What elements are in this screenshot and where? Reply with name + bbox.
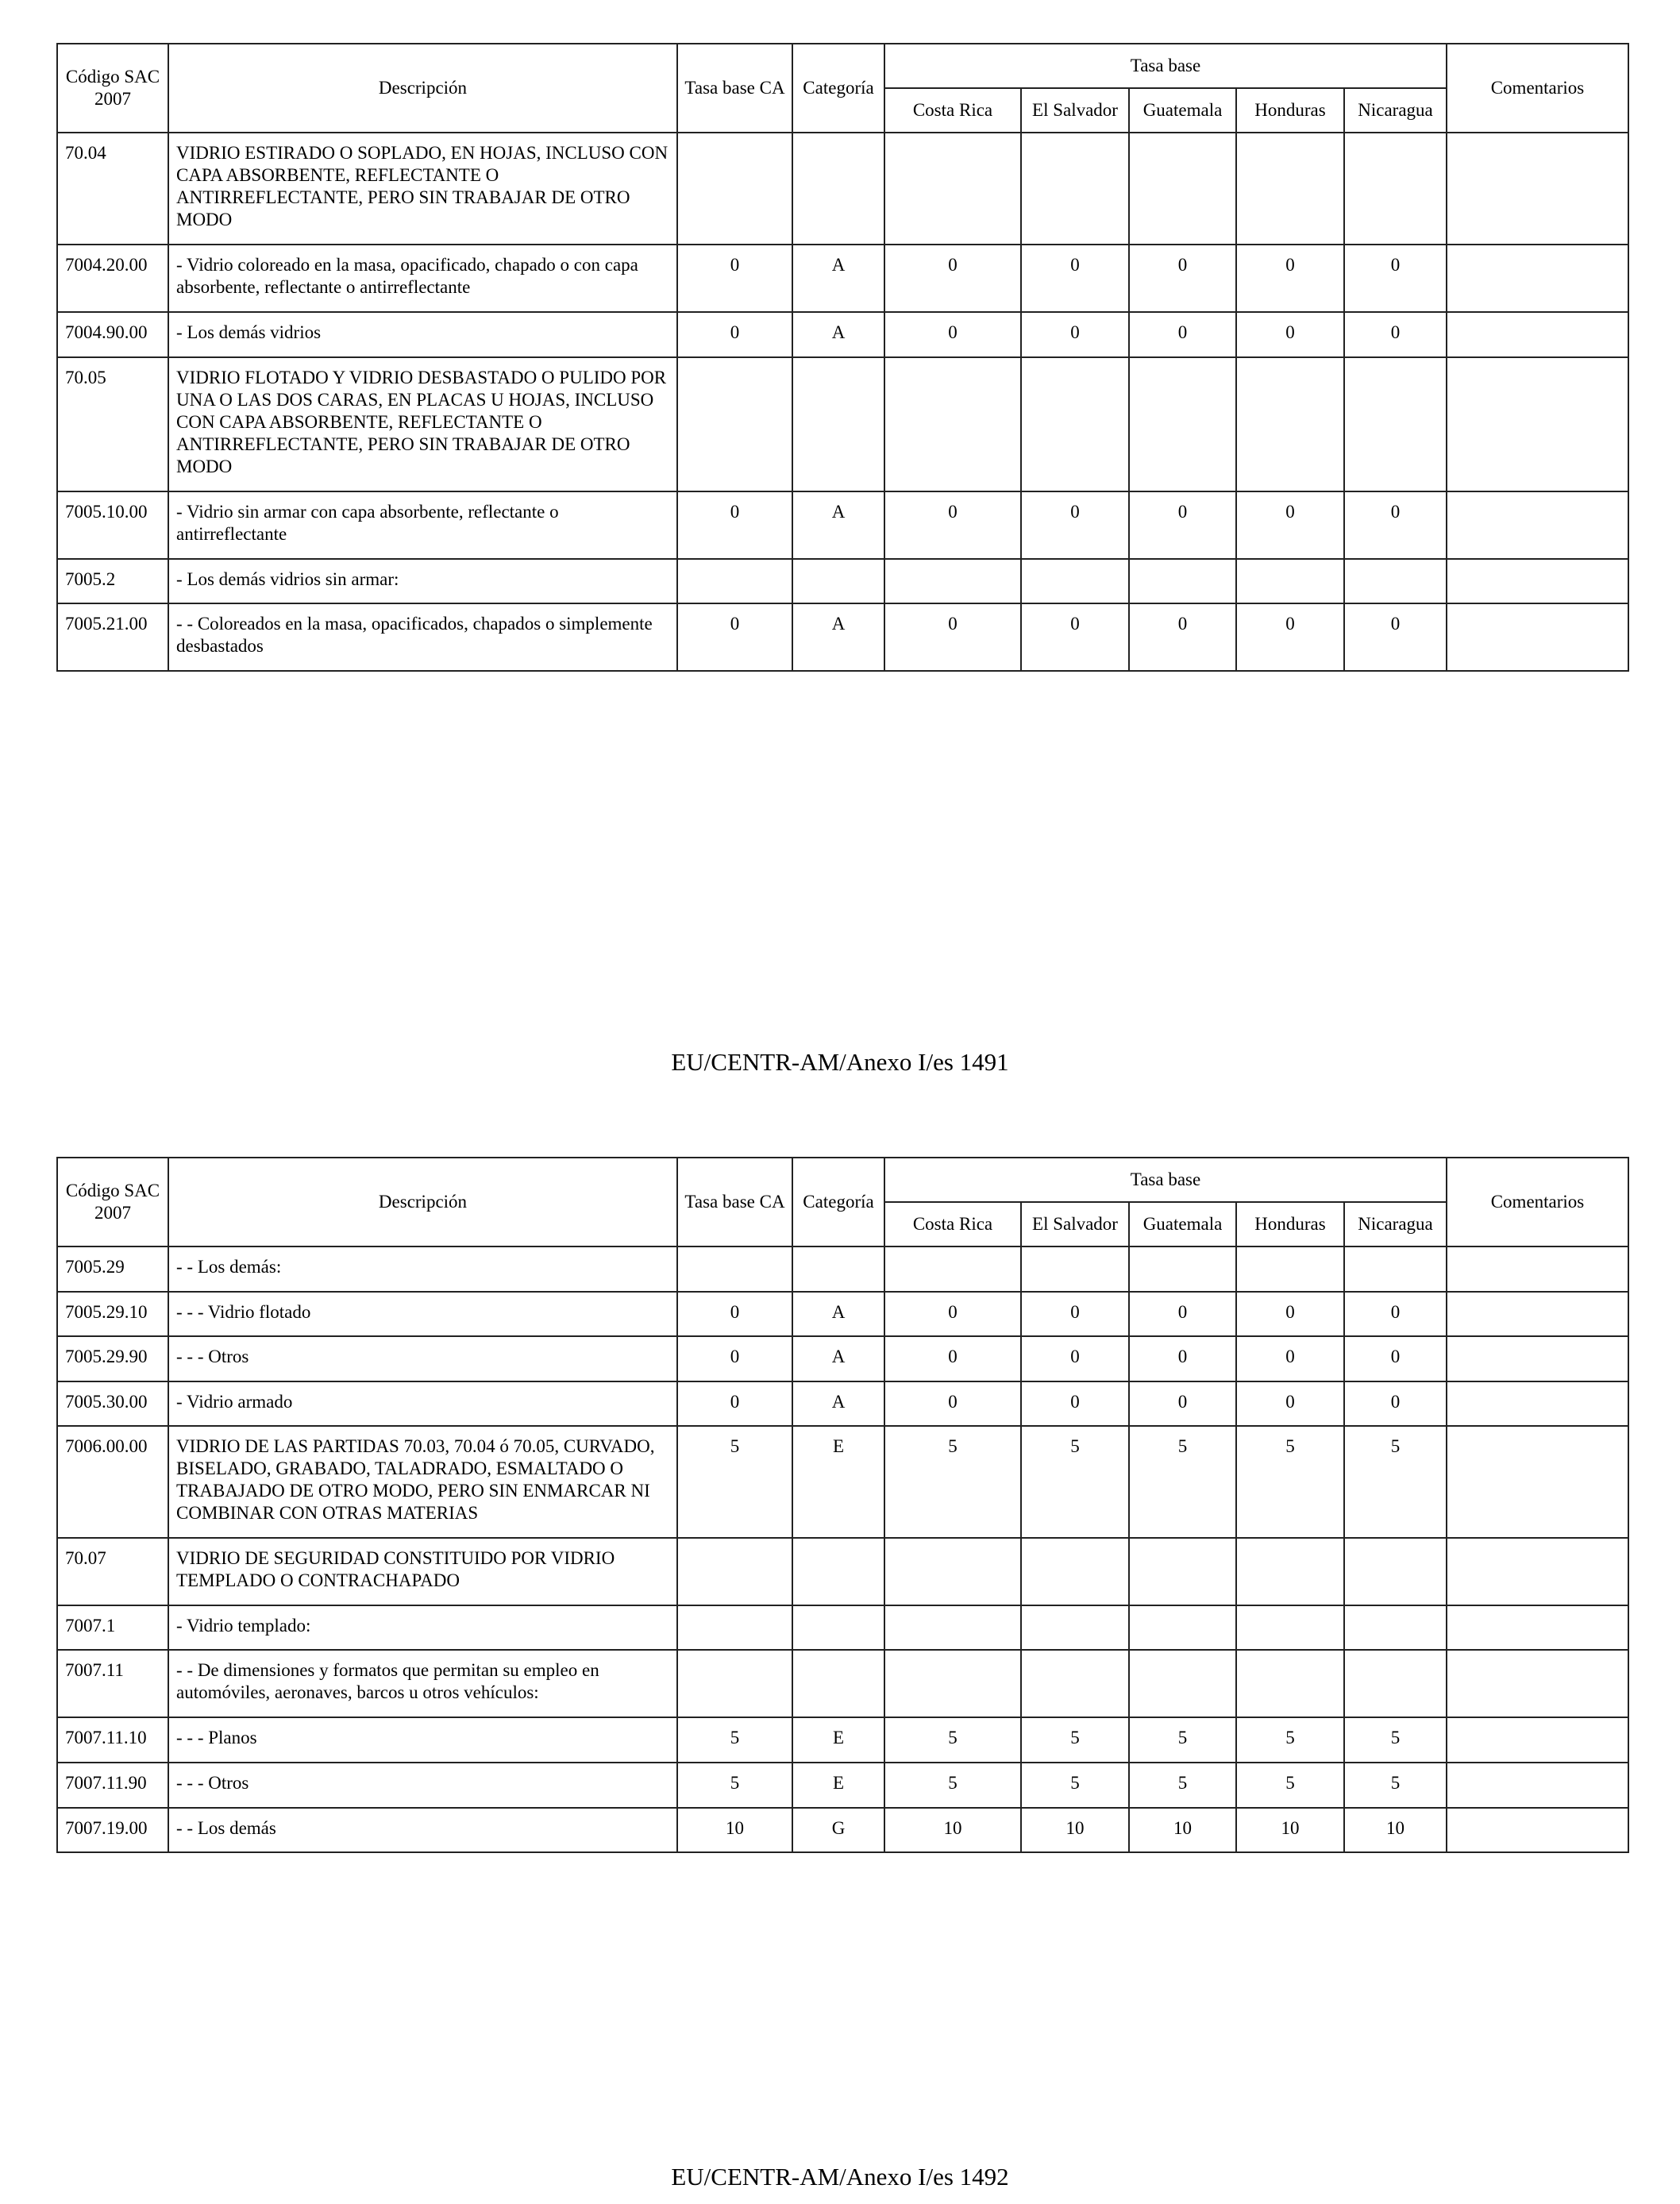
cell-nicaragua (1344, 1650, 1447, 1717)
cell-el-salvador (1021, 1538, 1129, 1605)
cell-category: A (792, 312, 884, 357)
cell-guatemala: 0 (1129, 603, 1236, 671)
page-footer: EU/CENTR-AM/Anexo I/es 1492 (671, 2163, 1009, 2191)
cell-honduras (1236, 1246, 1344, 1292)
cell-base-rate-ca: 5 (677, 1426, 792, 1538)
cell-description: - Los demás vidrios sin armar: (168, 559, 677, 603)
cell-base-rate-ca (677, 559, 792, 603)
cell-category: A (792, 1381, 884, 1426)
table-row (57, 1538, 1628, 1605)
cell-category (792, 1650, 884, 1717)
cell-nicaragua (1344, 133, 1447, 245)
cell-category (792, 357, 884, 491)
cell-el-salvador: 5 (1021, 1717, 1129, 1763)
cell-code: 7006.00.00 (57, 1426, 168, 1538)
cell-code: 7004.90.00 (57, 312, 168, 357)
header-base-rate-ca: Tasa base CA (677, 44, 792, 133)
cell-code: 7007.19.00 (57, 1808, 168, 1852)
cell-base-rate-ca (677, 133, 792, 245)
cell-nicaragua: 5 (1344, 1717, 1447, 1763)
cell-description: VIDRIO ESTIRADO O SOPLADO, EN HOJAS, INCLUSO CON CAPA ABSORBENTE, REFLECTANTE O ANTIRREFLECTANTE, PERO SIN TRABAJAR DE OTRO MODO (168, 133, 677, 245)
cell-honduras: 0 (1236, 312, 1344, 357)
cell-el-salvador: 0 (1021, 245, 1129, 312)
cell-honduras (1236, 559, 1344, 603)
header-country-nicaragua: Nicaragua (1344, 1202, 1447, 1246)
cell-description: - - - Planos (168, 1717, 677, 1763)
cell-nicaragua (1344, 559, 1447, 603)
cell-description: - Vidrio templado: (168, 1605, 677, 1650)
cell-honduras: 5 (1236, 1426, 1344, 1538)
cell-comments (1447, 1336, 1628, 1381)
cell-comments (1447, 1717, 1628, 1763)
cell-guatemala: 0 (1129, 1381, 1236, 1426)
cell-category: E (792, 1717, 884, 1763)
cell-el-salvador (1021, 1605, 1129, 1650)
table-row (57, 357, 1628, 491)
cell-category (792, 133, 884, 245)
cell-costa-rica: 0 (884, 1381, 1021, 1426)
cell-honduras: 10 (1236, 1808, 1344, 1852)
cell-el-salvador: 0 (1021, 1292, 1129, 1336)
cell-code: 7007.11 (57, 1650, 168, 1717)
cell-comments (1447, 1426, 1628, 1538)
cell-description: VIDRIO DE LAS PARTIDAS 70.03, 70.04 ó 70.05, CURVADO, BISELADO, GRABADO, TALADRADO, ESMALTADO O TRABAJADO DE OTRO MODO, PERO SIN ENMARCAR NI COMBINAR CON OTRAS MATERIAS (168, 1426, 677, 1538)
cell-code: 7005.10.00 (57, 491, 168, 559)
table-row (57, 245, 1628, 312)
cell-comments (1447, 559, 1628, 603)
header-country-el-salvador: El Salvador (1021, 88, 1129, 133)
cell-description: - Vidrio armado (168, 1381, 677, 1426)
cell-code: 7005.2 (57, 559, 168, 603)
header-description: Descripción (168, 1158, 677, 1246)
cell-honduras (1236, 1605, 1344, 1650)
cell-comments (1447, 1381, 1628, 1426)
cell-comments (1447, 245, 1628, 312)
cell-nicaragua: 0 (1344, 245, 1447, 312)
table-row (57, 133, 1628, 245)
header-base-rate: Tasa base (884, 44, 1447, 88)
cell-description: VIDRIO DE SEGURIDAD CONSTITUIDO POR VIDRIO TEMPLADO O CONTRACHAPADO (168, 1538, 677, 1605)
table-row (57, 312, 1628, 357)
cell-comments (1447, 1292, 1628, 1336)
cell-code: 7005.21.00 (57, 603, 168, 671)
cell-category: A (792, 1292, 884, 1336)
cell-guatemala: 0 (1129, 312, 1236, 357)
cell-guatemala: 0 (1129, 491, 1236, 559)
cell-guatemala (1129, 133, 1236, 245)
cell-el-salvador: 5 (1021, 1763, 1129, 1808)
cell-guatemala: 0 (1129, 1292, 1236, 1336)
cell-costa-rica: 0 (884, 312, 1021, 357)
cell-guatemala: 5 (1129, 1426, 1236, 1538)
cell-costa-rica (884, 133, 1021, 245)
cell-guatemala (1129, 1605, 1236, 1650)
cell-honduras: 0 (1236, 491, 1344, 559)
cell-code: 70.04 (57, 133, 168, 245)
cell-category (792, 559, 884, 603)
cell-base-rate-ca: 0 (677, 1336, 792, 1381)
cell-base-rate-ca: 0 (677, 603, 792, 671)
cell-el-salvador: 0 (1021, 1336, 1129, 1381)
cell-honduras: 5 (1236, 1717, 1344, 1763)
cell-category: G (792, 1808, 884, 1852)
cell-code: 7005.30.00 (57, 1381, 168, 1426)
cell-base-rate-ca: 0 (677, 245, 792, 312)
header-country-costa-rica: Costa Rica (884, 88, 1021, 133)
cell-category: A (792, 245, 884, 312)
cell-el-salvador: 0 (1021, 491, 1129, 559)
cell-category: E (792, 1426, 884, 1538)
table-row (57, 1292, 1628, 1336)
table-row (57, 1246, 1628, 1292)
cell-base-rate-ca: 5 (677, 1763, 792, 1808)
cell-comments (1447, 1246, 1628, 1292)
cell-code: 7005.29 (57, 1246, 168, 1292)
cell-el-salvador (1021, 133, 1129, 245)
header-base-rate-ca: Tasa base CA (677, 1158, 792, 1246)
cell-el-salvador: 0 (1021, 1381, 1129, 1426)
cell-category (792, 1538, 884, 1605)
cell-category: A (792, 1336, 884, 1381)
cell-description: - - De dimensiones y formatos que permitan su empleo en automóviles, aeronaves, barcos u otros vehículos: (168, 1650, 677, 1717)
cell-nicaragua (1344, 357, 1447, 491)
cell-costa-rica (884, 1605, 1021, 1650)
cell-base-rate-ca: 0 (677, 1292, 792, 1336)
table-row (57, 559, 1628, 603)
cell-guatemala: 5 (1129, 1763, 1236, 1808)
cell-honduras (1236, 133, 1344, 245)
cell-guatemala (1129, 1538, 1236, 1605)
cell-nicaragua: 5 (1344, 1426, 1447, 1538)
header-country-honduras: Honduras (1236, 88, 1344, 133)
cell-category (792, 1605, 884, 1650)
header-category: Categoría (792, 44, 884, 133)
table-row (57, 1650, 1628, 1717)
table-row (57, 1381, 1628, 1426)
cell-honduras: 0 (1236, 1381, 1344, 1426)
table-row (57, 1717, 1628, 1763)
header-description: Descripción (168, 44, 677, 133)
cell-costa-rica (884, 1650, 1021, 1717)
cell-costa-rica: 0 (884, 1292, 1021, 1336)
cell-nicaragua: 0 (1344, 491, 1447, 559)
cell-nicaragua: 0 (1344, 1292, 1447, 1336)
cell-costa-rica: 0 (884, 245, 1021, 312)
cell-costa-rica (884, 357, 1021, 491)
cell-comments (1447, 1650, 1628, 1717)
cell-honduras (1236, 1650, 1344, 1717)
cell-code: 7007.1 (57, 1605, 168, 1650)
cell-code: 70.07 (57, 1538, 168, 1605)
cell-description: - - Coloreados en la masa, opacificados, chapados o simplemente desbastados (168, 603, 677, 671)
cell-description: - - - Otros (168, 1763, 677, 1808)
cell-category: A (792, 491, 884, 559)
cell-comments (1447, 1763, 1628, 1808)
table-row (57, 603, 1628, 671)
cell-el-salvador: 10 (1021, 1808, 1129, 1852)
cell-comments (1447, 1605, 1628, 1650)
cell-base-rate-ca: 10 (677, 1808, 792, 1852)
cell-nicaragua (1344, 1605, 1447, 1650)
cell-honduras: 0 (1236, 245, 1344, 312)
cell-comments (1447, 491, 1628, 559)
cell-description: - - Los demás: (168, 1246, 677, 1292)
header-country-guatemala: Guatemala (1129, 1202, 1236, 1246)
cell-comments (1447, 1538, 1628, 1605)
cell-costa-rica (884, 559, 1021, 603)
cell-code: 7005.29.90 (57, 1336, 168, 1381)
cell-guatemala (1129, 559, 1236, 603)
header-category: Categoría (792, 1158, 884, 1246)
cell-el-salvador (1021, 559, 1129, 603)
header-code: Código SAC 2007 (57, 44, 168, 133)
cell-comments (1447, 603, 1628, 671)
cell-comments (1447, 1808, 1628, 1852)
header-base-rate: Tasa base (884, 1158, 1447, 1202)
header-comments: Comentarios (1447, 44, 1628, 133)
cell-code: 7005.29.10 (57, 1292, 168, 1336)
cell-nicaragua: 0 (1344, 1381, 1447, 1426)
cell-honduras: 0 (1236, 1292, 1344, 1336)
cell-description: - - Los demás (168, 1808, 677, 1852)
cell-guatemala (1129, 357, 1236, 491)
cell-base-rate-ca: 0 (677, 312, 792, 357)
table-row (57, 1426, 1628, 1538)
cell-base-rate-ca: 0 (677, 1381, 792, 1426)
cell-nicaragua (1344, 1538, 1447, 1605)
cell-guatemala: 0 (1129, 245, 1236, 312)
cell-guatemala (1129, 1246, 1236, 1292)
cell-honduras (1236, 357, 1344, 491)
cell-base-rate-ca: 5 (677, 1717, 792, 1763)
cell-el-salvador (1021, 1246, 1129, 1292)
cell-code: 7007.11.10 (57, 1717, 168, 1763)
cell-category: A (792, 603, 884, 671)
cell-honduras (1236, 1538, 1344, 1605)
tariff-table-2 (56, 1157, 1629, 1853)
cell-costa-rica: 0 (884, 1336, 1021, 1381)
header-country-guatemala: Guatemala (1129, 88, 1236, 133)
header-country-el-salvador: El Salvador (1021, 1202, 1129, 1246)
cell-el-salvador: 0 (1021, 312, 1129, 357)
cell-code: 7007.11.90 (57, 1763, 168, 1808)
table-row (57, 1763, 1628, 1808)
cell-nicaragua: 0 (1344, 1336, 1447, 1381)
cell-costa-rica: 5 (884, 1717, 1021, 1763)
cell-code: 7004.20.00 (57, 245, 168, 312)
table-row (57, 491, 1628, 559)
header-comments: Comentarios (1447, 1158, 1628, 1246)
cell-description: - - - Vidrio flotado (168, 1292, 677, 1336)
cell-code: 70.05 (57, 357, 168, 491)
cell-costa-rica: 0 (884, 603, 1021, 671)
cell-el-salvador: 0 (1021, 603, 1129, 671)
page-footer: EU/CENTR-AM/Anexo I/es 1491 (671, 1048, 1009, 1076)
header-country-honduras: Honduras (1236, 1202, 1344, 1246)
cell-category (792, 1246, 884, 1292)
cell-guatemala (1129, 1650, 1236, 1717)
cell-el-salvador (1021, 1650, 1129, 1717)
cell-honduras: 5 (1236, 1763, 1344, 1808)
cell-comments (1447, 357, 1628, 491)
cell-description: - Vidrio sin armar con capa absorbente, reflectante o antirreflectante (168, 491, 677, 559)
cell-nicaragua: 0 (1344, 312, 1447, 357)
cell-honduras: 0 (1236, 603, 1344, 671)
cell-guatemala: 0 (1129, 1336, 1236, 1381)
table-row (57, 1605, 1628, 1650)
cell-nicaragua: 0 (1344, 603, 1447, 671)
cell-description: - Los demás vidrios (168, 312, 677, 357)
cell-costa-rica (884, 1538, 1021, 1605)
cell-base-rate-ca (677, 1650, 792, 1717)
cell-el-salvador: 5 (1021, 1426, 1129, 1538)
cell-costa-rica: 5 (884, 1763, 1021, 1808)
cell-honduras: 0 (1236, 1336, 1344, 1381)
cell-costa-rica: 5 (884, 1426, 1021, 1538)
cell-description: - - - Otros (168, 1336, 677, 1381)
cell-nicaragua: 10 (1344, 1808, 1447, 1852)
table-row (57, 1808, 1628, 1852)
cell-nicaragua (1344, 1246, 1447, 1292)
cell-base-rate-ca (677, 1605, 792, 1650)
cell-base-rate-ca (677, 357, 792, 491)
cell-base-rate-ca (677, 1246, 792, 1292)
header-code: Código SAC 2007 (57, 1158, 168, 1246)
cell-category: E (792, 1763, 884, 1808)
cell-el-salvador (1021, 357, 1129, 491)
cell-costa-rica: 10 (884, 1808, 1021, 1852)
cell-base-rate-ca: 0 (677, 491, 792, 559)
cell-guatemala: 5 (1129, 1717, 1236, 1763)
table-row (57, 1336, 1628, 1381)
cell-comments (1447, 312, 1628, 357)
cell-nicaragua: 5 (1344, 1763, 1447, 1808)
cell-description: VIDRIO FLOTADO Y VIDRIO DESBASTADO O PULIDO POR UNA O LAS DOS CARAS, EN PLACAS U HOJAS, INCLUSO CON CAPA ABSORBENTE, REFLECTANTE O ANTIRREFLECTANTE, PERO SIN TRABAJAR DE OTRO MODO (168, 357, 677, 491)
header-country-nicaragua: Nicaragua (1344, 88, 1447, 133)
header-country-costa-rica: Costa Rica (884, 1202, 1021, 1246)
cell-comments (1447, 133, 1628, 245)
tariff-table-1 (56, 43, 1629, 672)
cell-guatemala: 10 (1129, 1808, 1236, 1852)
cell-costa-rica: 0 (884, 491, 1021, 559)
cell-costa-rica (884, 1246, 1021, 1292)
cell-base-rate-ca (677, 1538, 792, 1605)
cell-description: - Vidrio coloreado en la masa, opacificado, chapado o con capa absorbente, reflectante o antirreflectante (168, 245, 677, 312)
